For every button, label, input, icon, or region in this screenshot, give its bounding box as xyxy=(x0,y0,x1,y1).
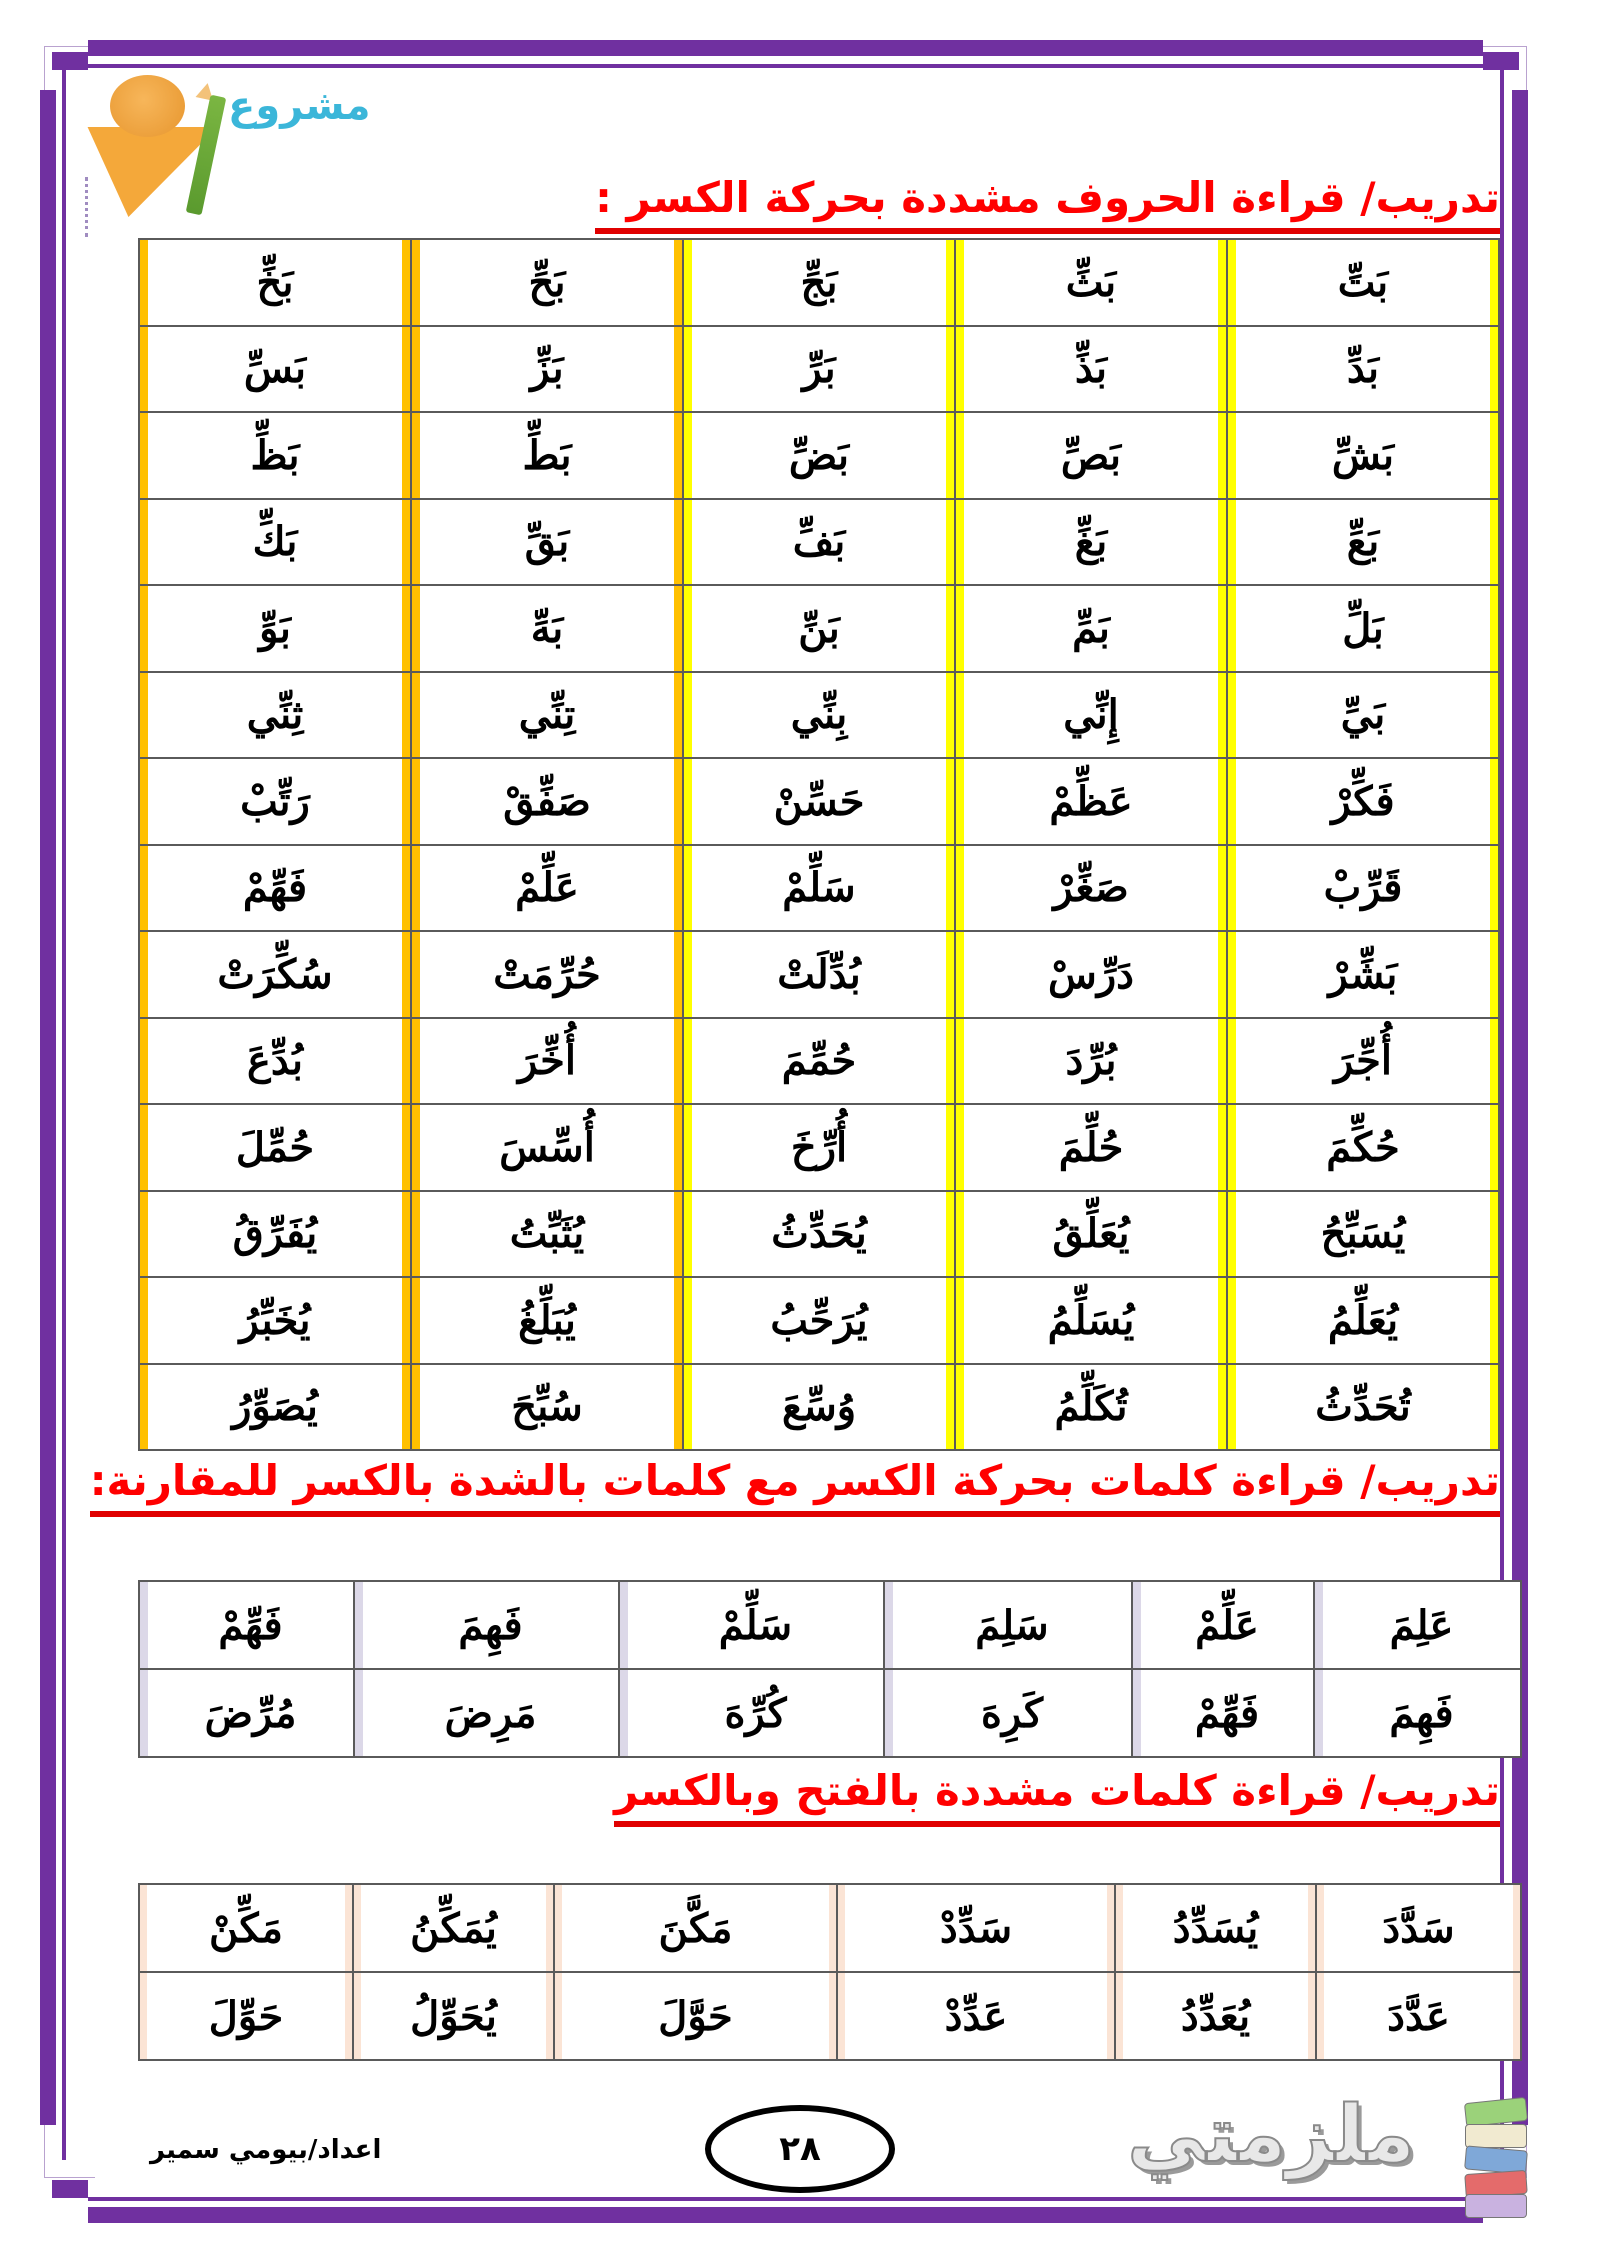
table-cell: سَلِّمْ xyxy=(620,1582,883,1668)
table-cell: كَرِهَ xyxy=(885,1670,1131,1756)
frame-left-bar xyxy=(40,90,56,2125)
table-cell: يُرَحِّبُ xyxy=(684,1278,954,1363)
table-cell: يُعَلِّقُ xyxy=(956,1192,1226,1277)
table-cell: أُخِّرَ xyxy=(412,1019,682,1104)
section-heading-3: تدريب/ قراءة كلمات مشددة بالفتح وبالكسر xyxy=(614,1763,1500,1827)
table-cell: سُبِّحَ xyxy=(412,1365,682,1450)
table-cell: فَهِّمْ xyxy=(140,846,410,931)
table-cell: بَذِّ xyxy=(956,327,1226,412)
table-cell: بُدِّلَتْ xyxy=(684,932,954,1017)
book-icon xyxy=(1465,2194,1527,2218)
table-cell: يُثَبِّتُ xyxy=(412,1192,682,1277)
table-cell: حُرِّمَتْ xyxy=(412,932,682,1017)
table-cell: تُكَلِّمُ xyxy=(956,1365,1226,1450)
section-heading-2: تدريب/ قراءة كلمات بحركة الكسر مع كلمات بالشدة بالكسر للمقارنة: xyxy=(90,1453,1500,1517)
table-cell: يُصَوِّرُ xyxy=(140,1365,410,1450)
table-cell: يُعَدِّدُ xyxy=(1116,1973,1315,2059)
table-cell: بَوِّ xyxy=(140,586,410,671)
table-cell: حَسِّنْ xyxy=(684,759,954,844)
table-cell: عَلِّمْ xyxy=(1133,1582,1313,1668)
table-cell: بَكِّ xyxy=(140,500,410,585)
table-cell: صَفِّقْ xyxy=(412,759,682,844)
table-row xyxy=(140,673,1498,758)
logo-figure-head-icon xyxy=(110,75,185,137)
table-row xyxy=(140,1278,1498,1363)
comparison-words-table xyxy=(138,1580,1522,1758)
table-cell: بَحِّ xyxy=(412,240,682,325)
frame-corner-bottom-left xyxy=(52,2180,88,2198)
table-row xyxy=(140,1365,1498,1450)
table-cell: حَوَّلَ xyxy=(555,1973,836,2059)
table-cell: حُمِّمَ xyxy=(684,1019,954,1104)
table-cell: فَكِّرْ xyxy=(1228,759,1498,844)
table-cell: تِنِّي xyxy=(412,673,682,758)
logo-text: مشروع xyxy=(228,83,371,129)
table-cell: مُرِّضَ xyxy=(140,1670,353,1756)
table-cell: عَدَّدَ xyxy=(1317,1973,1520,2059)
table-cell: مَرِضَ xyxy=(355,1670,618,1756)
table-cell: بَشِّرْ xyxy=(1228,932,1498,1017)
table-cell: سَدَّدَ xyxy=(1317,1885,1520,1971)
table-cell: سَلِمَ xyxy=(885,1582,1131,1668)
page-number: ٢٨ xyxy=(705,2105,895,2193)
table-cell: بَمِّ xyxy=(956,586,1226,671)
table-row xyxy=(140,932,1498,1017)
table-row xyxy=(140,413,1498,498)
table-cell: بَزِّ xyxy=(412,327,682,412)
table-cell: بَخِّ xyxy=(140,240,410,325)
table-cell: يُمَكِّنُ xyxy=(354,1885,553,1971)
table-row xyxy=(140,1670,1520,1756)
table-cell: بَسِّ xyxy=(140,327,410,412)
table-cell: رَتِّبْ xyxy=(140,759,410,844)
table-row xyxy=(140,1019,1498,1104)
table-cell: عَدِّدْ xyxy=(838,1973,1114,2059)
table-cell: سَلِّمْ xyxy=(684,846,954,931)
frame-corner-top-right xyxy=(1483,52,1519,70)
table-cell: بَشِّ xyxy=(1228,413,1498,498)
table-row xyxy=(140,1885,1520,1971)
brand-watermark: ملزمتي xyxy=(1127,2090,1415,2180)
frame-left-line xyxy=(62,55,66,2160)
table-cell: بَثِّ xyxy=(956,240,1226,325)
table-cell: بَغِّ xyxy=(956,500,1226,585)
table-cell: أُجِّرَ xyxy=(1228,1019,1498,1104)
frame-top-bar xyxy=(88,40,1483,56)
table-row xyxy=(140,1582,1520,1668)
table-cell: بَلِّ xyxy=(1228,586,1498,671)
table-row xyxy=(140,500,1498,585)
books-stack-icon xyxy=(1465,2100,1535,2220)
table-cell: يُخَبِّرُ xyxy=(140,1278,410,1363)
table-cell: يُسَدِّدُ xyxy=(1116,1885,1315,1971)
table-cell: فَهِمَ xyxy=(355,1582,618,1668)
table-cell: وُسِّعَ xyxy=(684,1365,954,1450)
table-cell: إِنِّي xyxy=(956,673,1226,758)
table-cell: مَكِّنْ xyxy=(140,1885,352,1971)
table-cell: بَيِّ xyxy=(1228,673,1498,758)
table-cell: ثِنِّي xyxy=(140,673,410,758)
table-row xyxy=(140,586,1498,671)
table-cell: بُرِّدَ xyxy=(956,1019,1226,1104)
table-cell: سُكِّرَتْ xyxy=(140,932,410,1017)
table-cell: بَهِّ xyxy=(412,586,682,671)
table-cell: يُبَلِّغُ xyxy=(412,1278,682,1363)
table-cell: أُسِّسَ xyxy=(412,1105,682,1190)
frame-bottom-bar xyxy=(88,2207,1483,2223)
table-cell: بَفِّ xyxy=(684,500,954,585)
shadda-kasra-letters-table xyxy=(138,238,1500,1451)
table-cell: يُفَرِّقُ xyxy=(140,1192,410,1277)
table-cell: دَرِّسْ xyxy=(956,932,1226,1017)
book-icon xyxy=(1464,2097,1528,2127)
table-row xyxy=(140,327,1498,412)
table-cell: عَلِمَ xyxy=(1315,1582,1520,1668)
table-cell: أُرِّخَ xyxy=(684,1105,954,1190)
table-cell: فَهِّمْ xyxy=(140,1582,353,1668)
frame-right-line xyxy=(1500,55,1504,2160)
table-cell: بَرِّ xyxy=(684,327,954,412)
book-icon xyxy=(1465,2124,1527,2148)
table-cell: بِنِّي xyxy=(684,673,954,758)
frame-right-bar xyxy=(1512,90,1528,2125)
project-logo xyxy=(70,65,370,265)
table-cell: حُمِّلَ xyxy=(140,1105,410,1190)
table-cell: بَطِّ xyxy=(412,413,682,498)
table-cell: تُحَدِّثُ xyxy=(1228,1365,1498,1450)
table-cell: يُسَبِّحُ xyxy=(1228,1192,1498,1277)
table-cell: بُدِّعَ xyxy=(140,1019,410,1104)
table-cell: بَنِّ xyxy=(684,586,954,671)
table-cell: عَظِّمْ xyxy=(956,759,1226,844)
table-cell: كُرِّهَ xyxy=(620,1670,883,1756)
table-cell: يُحَوِّلُ xyxy=(354,1973,553,2059)
table-cell: فَهِّمْ xyxy=(1133,1670,1313,1756)
table-cell: قَرِّبْ xyxy=(1228,846,1498,931)
table-cell: بَدِّ xyxy=(1228,327,1498,412)
table-cell: بَقِّ xyxy=(412,500,682,585)
table-cell: حُكِّمَ xyxy=(1228,1105,1498,1190)
table-cell: بَضِّ xyxy=(684,413,954,498)
table-cell: عَلِّمْ xyxy=(412,846,682,931)
table-row xyxy=(140,759,1498,844)
table-cell: صَغِّرْ xyxy=(956,846,1226,931)
fatha-kasra-shadda-words-table xyxy=(138,1883,1522,2061)
table-cell: سَدِّدْ xyxy=(838,1885,1114,1971)
table-cell: حُلِّمَ xyxy=(956,1105,1226,1190)
table-cell: بَصِّ xyxy=(956,413,1226,498)
table-cell: بَجِّ xyxy=(684,240,954,325)
table-cell: يُسَلِّمُ xyxy=(956,1278,1226,1363)
table-row xyxy=(140,1192,1498,1277)
table-cell: بَظِّ xyxy=(140,413,410,498)
table-cell: حَوِّلَ xyxy=(140,1973,352,2059)
author-credit: اعداد/بيومي سمير xyxy=(150,2135,382,2165)
table-cell: يُعَلِّمُ xyxy=(1228,1278,1498,1363)
section-heading-1: تدريب/ قراءة الحروف مشددة بحركة الكسر : xyxy=(595,170,1500,234)
table-cell: يُحَدِّثُ xyxy=(684,1192,954,1277)
table-cell: بَتِّ xyxy=(1228,240,1498,325)
table-cell: مَكَّنَ xyxy=(555,1885,836,1971)
table-row xyxy=(140,240,1498,325)
table-row xyxy=(140,1105,1498,1190)
table-cell: فَهِمَ xyxy=(1315,1670,1520,1756)
table-cell: بَعِّ xyxy=(1228,500,1498,585)
table-row xyxy=(140,846,1498,931)
table-row xyxy=(140,1973,1520,2059)
